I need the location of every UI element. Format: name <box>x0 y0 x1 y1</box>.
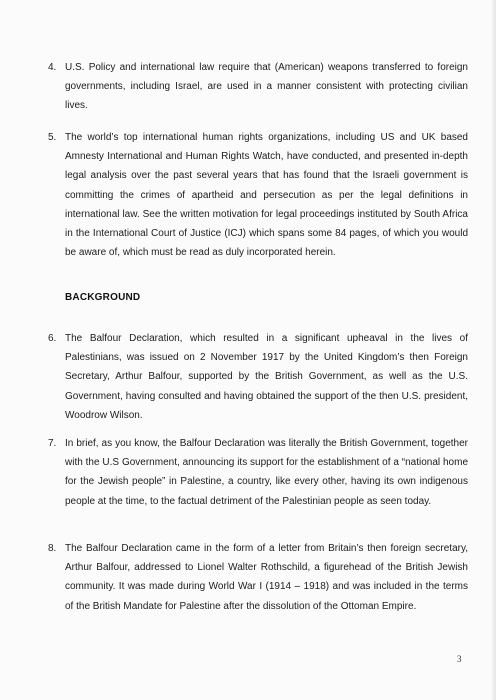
page-edge <box>492 0 496 700</box>
paragraph-number: 7. <box>48 438 57 449</box>
paragraph-text: The Balfour Declaration, which resulted in a significant upheaval in the lives of Palestinians, was issued on 2 November 1917 by the United Kingdom’s then Foreign Secretary, Arthur Balfour, supported by the British Government, as well as the U.S. Government, having consulted and having obtained the support of the then U.S. president, Woodrow Wilson. <box>65 333 468 421</box>
paragraph-4 <box>48 58 468 116</box>
paragraph-7 <box>48 434 468 511</box>
paragraph-text: The Balfour Declaration came in the form of a letter from Britain’s then foreign secretary, Arthur Balfour, addressed to Lionel Walter Rothschild, a figurehead of the British Jewish community. It was made during World War I (1914 – 1918) and was included in the terms of the British Mandate for Palestine after the dissolution of the Ottoman Empire. <box>65 543 468 612</box>
paragraph-text: The world’s top international human rights organizations, including US and UK based Amnesty International and Human Rights Watch, have conducted, and presented in-depth legal analysis over the past several years that has found that the Israeli government is committing the crimes of apartheid and persecution as per the legal definitions in international law. See the written motivation for legal proceedings instituted by South Africa in the International Court of Justice (ICJ) which spans some 84 pages, of which you would be aware of, which must be read as duly incorporated herein. <box>65 132 468 259</box>
paragraph-number: 4. <box>48 62 57 73</box>
paragraph-number: 6. <box>48 333 57 344</box>
paragraph-8 <box>48 539 468 616</box>
paragraph-6 <box>48 329 468 425</box>
paragraph-5 <box>48 128 468 262</box>
paragraph-number: 8. <box>48 543 57 554</box>
paragraph-text: U.S. Policy and international law require that (American) weapons transferred to foreign governments, including Israel, are used in a manner consistent with protecting civilian lives. <box>65 62 468 112</box>
paragraph-number: 5. <box>48 132 57 143</box>
section-heading: BACKGROUND <box>65 292 141 303</box>
paragraph-text: In brief, as you know, the Balfour Declaration was literally the British Government, together with the U.S Government, announcing its support for the establishment of a “national home for the Jewish people” in Palestine, a country, like every other, having its own indigenous people at the time, to the factual detriment of the Palestinian people as seen today. <box>65 438 468 507</box>
page-number: 3 <box>457 654 462 664</box>
